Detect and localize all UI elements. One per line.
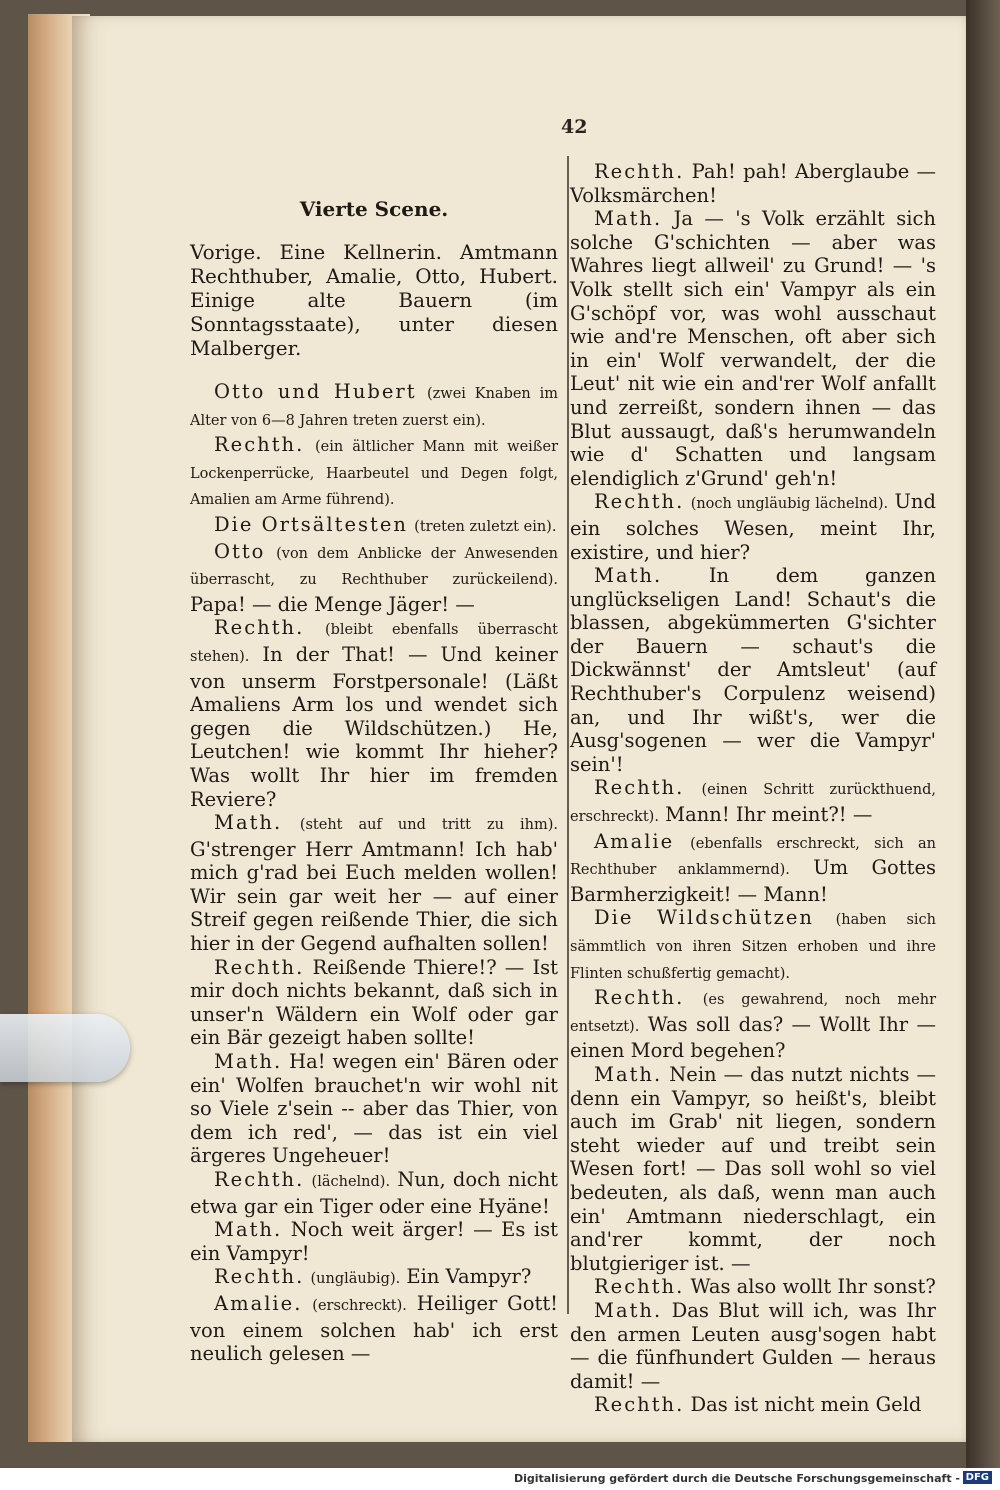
speaker-name: Math.: [594, 207, 663, 231]
dialogue-text: Nein — das nutzt nichts — denn ein Vampyr, so heißt's, bleibt auch im Grab' nit liegen, sondern steht wieder auf und treibt sein Wesen fort! — Das soll wohl so viel bedeuten, als daß, wenn man auch ein' Amtmann niederschlagt, ein and'rer kommt, der noch blutgieriger ist. —: [570, 1062, 936, 1275]
speaker-name: Math.: [594, 1298, 663, 1322]
speaker-name: Rechth.: [594, 490, 685, 514]
dialogue-text: Pah! pah! Aberglaube — Volksmärchen!: [570, 160, 937, 207]
speaker-name: Math.: [594, 1062, 663, 1086]
dialogue-paragraph: [570, 1299, 936, 1393]
dialogue-paragraph: [190, 540, 558, 617]
dialogue-text: In der That! — Und keiner von unserm Forstpersonale! (Läßt Amaliens Arm los und wendet sich gegen die Wildschützen.) He, Leutchen! wie kommt Ihr hieher? Was wollt Ihr hier im fremden Reviere?: [190, 642, 558, 811]
dialogue-text: In dem ganzen unglückseligen Land! Schaut's die blassen, abgekümmerten G'sichter der Bauern — schaut's die Dickwännst' der Amtsleut' (auf Rechthuber's Corpulenz weisend) an, und Ihr wißt's, wer die Ausg'sogenen — wer die Vampyr' sein'!: [570, 564, 936, 776]
dialogue-paragraph: [190, 1292, 558, 1366]
stage-direction: (steht auf und tritt zu ihm).: [299, 817, 559, 834]
dialogue-text: Mann! Ihr meint?! —: [665, 803, 873, 827]
page-number: 42: [561, 116, 588, 138]
stage-direction: (zwei Knaben im Alter von 6—8 Jahren treten zuerst ein).: [190, 386, 558, 429]
speaker-name: Rechth.: [214, 616, 305, 640]
stage-direction: (einen Schritt zurückthuend, erschreckt).: [570, 782, 936, 826]
cast-paragraph: Vorige. Eine Kellnerin. Amtmann Rechthuber, Amalie, Otto, Hubert. Einige alte Bauern (im Sonntagsstaate), unter diesen Malberger.: [190, 240, 558, 360]
speaker-name: Die Wildschützen: [594, 906, 814, 930]
dialogue-paragraph: [570, 564, 936, 776]
speaker-name: Math.: [214, 1218, 283, 1242]
dialogue-text: Was soll das? — Wollt Ihr — einen Mord begehen?: [570, 1012, 936, 1063]
speaker-name: Rechth.: [594, 986, 685, 1010]
dialogue-paragraph: [190, 1218, 558, 1265]
stage-direction: (von dem Anblicke der Anwesenden überrascht, zu Rechthuber zurückeilend).: [190, 545, 558, 589]
dialogue-text: Um Gottes Barmherzigkeit! — Mann!: [570, 856, 936, 906]
stage-direction: (treten zuletzt ein).: [414, 518, 557, 535]
stage-direction: (lächelnd).: [311, 1174, 391, 1190]
dialogue-text: Ein Vampyr?: [406, 1265, 532, 1289]
speaker-name: Rechth.: [594, 1393, 685, 1417]
speaker-name: Math.: [594, 564, 663, 588]
dialogue-paragraph: [570, 830, 936, 907]
stage-direction: (haben sich sämmtlich von ihren Sitzen erhoben und ihre Flinten schußfertig gemacht).: [570, 912, 936, 982]
dialogue-paragraph: [190, 380, 558, 433]
dialogue-paragraph: [190, 956, 558, 1050]
dialogue-text: Ja — 's Volk erzählt sich solche G'schichten — aber was Wahres liegt allweil' zu Grund! — 's Volk stellt sich ein' Vampyr als ein G'schöpf vor, was wohl ausschaut wie and're Menschen, oft aber sich in ein' Wolf verwandelt, der die Leut' nit wie ein and'rer Wolf anfallt und zerreißt, sondern ihnen — das Blut aussaugt, daß's herumwandeln wie d' Schatten und langsam elendiglich z'Grund' geh'n!: [570, 207, 936, 490]
stage-direction: (ein ältlicher Mann mit weißer Lockenperrücke, Haarbeutel und Degen folgt, Amalien am Arme führend).: [190, 439, 558, 509]
speaker-name: Otto und Hubert: [214, 380, 417, 403]
speaker-name: Rechth.: [214, 1265, 305, 1289]
dialogue-text: Das ist nicht mein Geld: [690, 1393, 922, 1417]
speaker-name: Rechth.: [214, 955, 305, 979]
page-clip: [0, 1014, 130, 1082]
stage-direction: (noch ungläubig lächelnd).: [690, 496, 889, 513]
speaker-name: Math.: [214, 811, 283, 835]
speaker-name: Amalie: [594, 829, 675, 853]
speaker-name: Otto: [214, 539, 266, 563]
dialogue-paragraph: [570, 1275, 936, 1299]
dialogue-paragraph: [570, 1063, 936, 1275]
stage-direction: (erschreckt).: [312, 1297, 407, 1314]
dialogue-paragraph: [190, 811, 558, 956]
dialogue-paragraph: [570, 776, 936, 829]
speaker-name: Rechth.: [594, 1275, 685, 1299]
dialogue-paragraph: [190, 433, 558, 513]
left-text-column: [190, 380, 558, 1366]
footer-bar: [0, 1468, 1000, 1490]
speaker-name: Die Ortsältesten: [214, 512, 408, 536]
speaker-name: Rechth.: [594, 160, 685, 183]
stage-direction: (ungläubig).: [310, 1271, 401, 1288]
dialogue-text: Reißende Thiere!? — Ist mir doch nichts bekannt, daß sich in unser'n Wäldern ein Wolf oder gar ein Bär gezeigt haben sollte!: [190, 955, 558, 1050]
speaker-name: Amalie.: [214, 1291, 303, 1315]
scene-heading: Vierte Scene.: [299, 197, 449, 221]
cast-list: [190, 240, 558, 360]
stage-direction: (es gewahrend, noch mehr entsetzt).: [570, 992, 936, 1035]
dialogue-text: Und ein solches Wesen, meint Ihr, existire, und hier?: [570, 490, 936, 564]
dialogue-paragraph: [570, 1393, 936, 1417]
dialogue-text: Papa! — die Menge Jäger! —: [190, 592, 475, 616]
column-divider: [567, 156, 569, 1314]
right-shadow: [966, 0, 1000, 1490]
dialogue-text: G'strenger Herr Amtmann! Ich hab' mich g'rad bei Euch melden wollen! Wir sein gar weit her — auf einer Streif gegen reißende Thier, die sich hier in der Gegend aufhalten sollen!: [190, 837, 558, 956]
dialogue-paragraph: [570, 906, 936, 986]
stage-direction: (ebenfalls erschreckt, sich an Rechthuber anklammernd).: [570, 835, 936, 879]
dialogue-paragraph: [190, 1168, 558, 1218]
footer-credit: Digitalisierung gefördert durch die Deutsche Forschungsgemeinschaft -: [513, 1472, 960, 1485]
dialogue-text: Das Blut will ich, was Ihr den armen Leuten ausg'sogen habt — die fünfhundert Gulden — heraus damit! —: [570, 1298, 937, 1393]
speaker-name: Rechth.: [214, 433, 305, 457]
dialogue-text: Heiliger Gott! von einem solchen hab' ich erst neulich gelesen —: [190, 1291, 559, 1366]
dialogue-paragraph: [570, 160, 936, 207]
dialogue-paragraph: [190, 1050, 558, 1168]
speaker-name: Rechth.: [214, 1168, 305, 1191]
dialogue-paragraph: [190, 616, 558, 811]
dialogue-text: Ha! wegen ein' Bären oder ein' Wolfen brauchet'n wir wohl nit so Viele z'sein -- aber das Thier, von dem ich red', — das ist ein viel ärgeres Ungeheuer!: [190, 1050, 558, 1168]
dialogue-paragraph: [190, 513, 558, 540]
stage-direction: (bleibt ebenfalls überrascht stehen).: [190, 622, 559, 665]
dialogue-text: Was also wollt Ihr sonst?: [690, 1275, 936, 1299]
dfg-logo: DFG: [963, 1471, 992, 1484]
dialogue-paragraph: [570, 490, 936, 564]
dialogue-paragraph: [570, 986, 936, 1063]
dialogue-paragraph: [190, 1265, 558, 1292]
right-text-column: [570, 160, 936, 1417]
dialogue-text: Nun, doch nicht etwa gar ein Tiger oder eine Hyäne!: [190, 1168, 558, 1218]
speaker-name: Rechth.: [594, 776, 685, 800]
dialogue-text: Noch weit ärger! — Es ist ein Vampyr!: [190, 1218, 558, 1265]
dialogue-paragraph: [570, 207, 936, 490]
speaker-name: Math.: [214, 1050, 283, 1074]
